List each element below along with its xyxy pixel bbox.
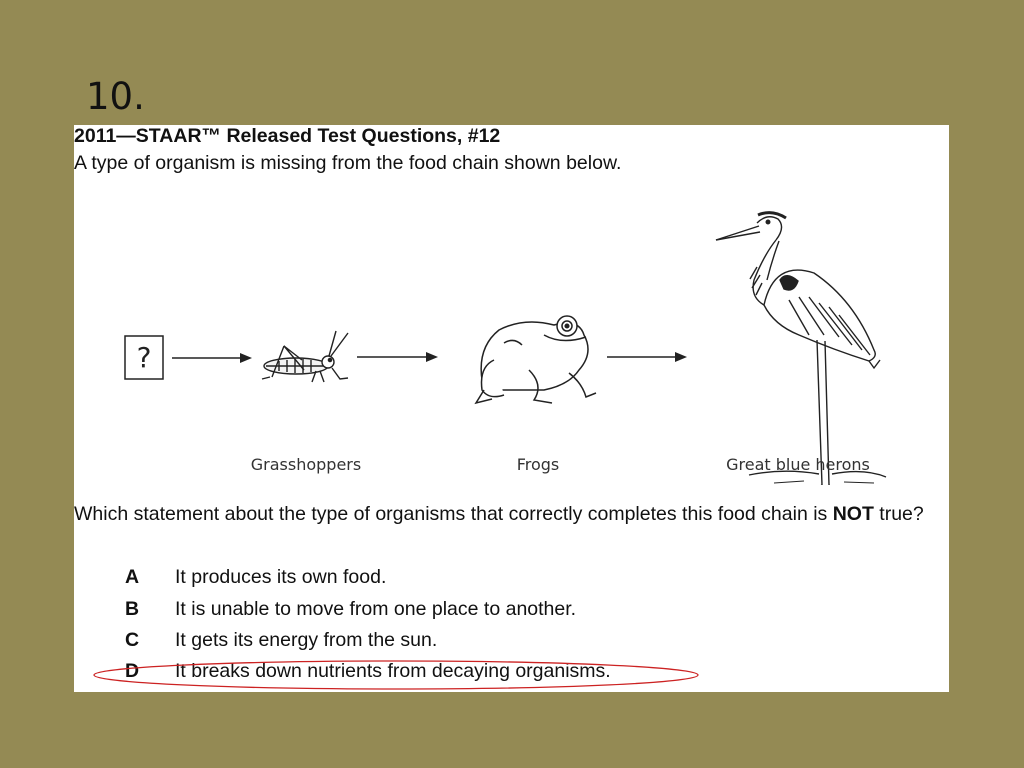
label-frogs: Frogs <box>516 455 560 474</box>
choice-c <box>125 629 437 652</box>
stem-part2: true? <box>873 503 924 525</box>
choice-letter: C <box>125 629 140 651</box>
question-card <box>74 125 949 692</box>
label-grasshoppers: Grasshoppers <box>250 455 362 474</box>
food-chain-diagram <box>74 185 949 485</box>
stem-emphasis: NOT <box>832 503 874 525</box>
question-title: 2011—STAAR™ Released Test Questions, #12 <box>74 125 501 147</box>
heron-icon <box>716 213 886 485</box>
grasshopper-icon <box>262 331 348 382</box>
arrow-icon <box>357 352 438 362</box>
label-great-blue-herons: Great blue herons <box>726 455 870 474</box>
frog-icon <box>476 316 596 403</box>
choice-letter: D <box>125 660 140 682</box>
question-stem <box>74 501 949 527</box>
question-mark: ? <box>136 341 152 374</box>
choice-text: It breaks down nutrients from decaying organisms. <box>175 660 611 682</box>
arrow-icon <box>172 353 252 363</box>
choice-letter: A <box>125 566 140 588</box>
choice-text: It produces its own food. <box>175 566 387 588</box>
arrow-icon <box>607 352 687 362</box>
choice-letter: B <box>125 598 140 620</box>
choice-a <box>125 566 386 589</box>
unknown-organism-box <box>125 336 163 379</box>
answer-highlight-circle <box>91 658 701 692</box>
choice-b <box>125 598 576 621</box>
choice-text: It gets its energy from the sun. <box>175 629 438 651</box>
question-intro: A type of organism is missing from the food chain shown below. <box>74 152 622 174</box>
stem-part1: Which statement about the type of organisms that correctly completes this food chain is <box>74 503 833 525</box>
choice-text: It is unable to move from one place to another. <box>175 598 577 620</box>
slide-number: 10. <box>86 75 145 118</box>
